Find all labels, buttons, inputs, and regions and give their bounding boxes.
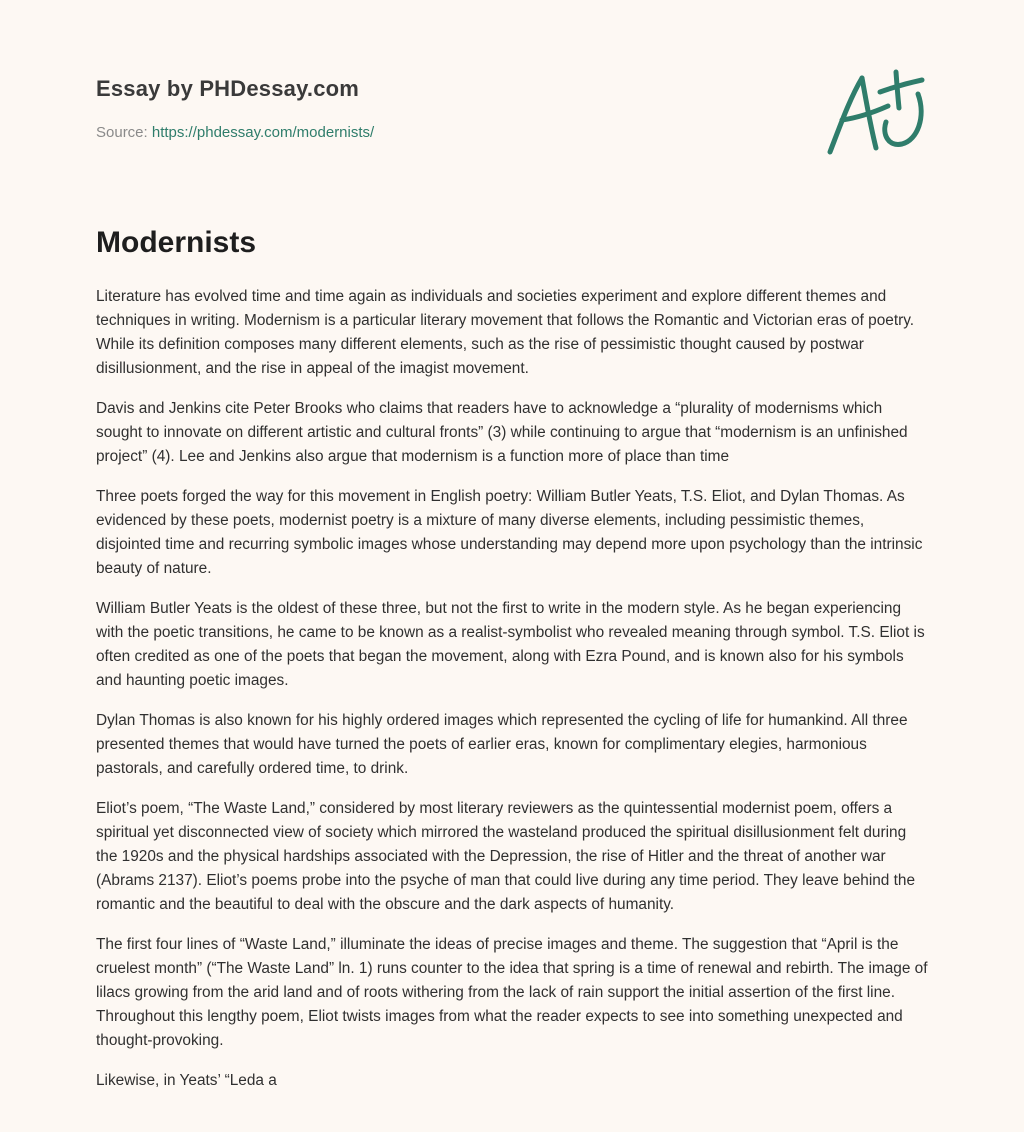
essay-paragraph: William Butler Yeats is the oldest of these three, but not the first to write in the modern style. As he began experiencing with the poetic transitions, he came to be known as a realist-symbolist who revealed meaning through symbol. T.S. Eliot is often credited as one of the poets that began the movement, along with Ezra Pound, and is known also for his symbols and haunting poetic images. bbox=[96, 600, 925, 689]
essay-title: Modernists bbox=[96, 226, 257, 259]
essay-paragraph: The first four lines of “Waste Land,” illuminate the ideas of precise images and theme. The suggestion that “April is the cruelest month” (“The Waste Land” ln. 1) runs counter to the idea that spring is a time of renewal and rebirth. The image of lilacs growing from the arid land and of roots withering from the lack of rain support the initial assertion of the first line. Throughout this lengthy poem, Eliot twists images from what the reader expects to see into something unexpected and thought-provoking. bbox=[96, 936, 928, 1049]
essay-paragraph: Literature has evolved time and time again as individuals and societies experiment and explore different themes and techniques in writing. Modernism is a particular literary movement that follows the Romantic and Victorian eras of poetry. While its definition composes many different elements, such as the rise of pessimistic thought caused by postwar disillusionment, and the rise in appeal of the imagist movement. bbox=[96, 288, 915, 377]
a-plus-logo-icon bbox=[822, 68, 926, 164]
essay-paragraph: Likewise, in Yeats’ “Leda a bbox=[96, 1072, 277, 1089]
source-line bbox=[96, 124, 374, 141]
essay-paragraph: Dylan Thomas is also known for his highly ordered images which represented the cycling of life for humankind. All three presented themes that would have turned the poets of earlier eras, known for complimentary elegies, harmonious pastorals, and carefully ordered time, to drink. bbox=[96, 712, 908, 777]
essay-paragraph: Eliot’s poem, “The Waste Land,” considered by most literary reviewers as the quintessential modernist poem, offers a spiritual yet disconnected view of society which mirrored the wasteland produced the spiritual disillusionment felt during the 1920s and the physical hardships associated with the Depression, the rise of Hitler and the threat of another war (Abrams 2137). Eliot’s poems probe into the psyche of man that could live during any time period. They leave behind the romantic and the beautiful to deal with the obscure and the dark aspects of humanity. bbox=[96, 800, 916, 913]
site-title: Essay by PHDessay.com bbox=[96, 76, 360, 101]
essay-paragraph: Davis and Jenkins cite Peter Brooks who claims that readers have to acknowledge a “plurality of modernisms which sought to innovate on different artistic and cultural fronts” (3) while continuing to argue that “modernism is an unfinished project” (4). Lee and Jenkins also argue that modernism is a function more of place than time bbox=[96, 400, 908, 465]
source-link[interactable]: https://phdessay.com/modernists/ bbox=[151, 124, 375, 141]
page-header bbox=[96, 74, 928, 174]
essay-paragraph: Three poets forged the way for this movement in English poetry: William Butler Yeats, T.S. Eliot, and Dylan Thomas. As evidenced by these poets, modernist poetry is a mixture of many diverse elements, including pessimistic themes, disjointed time and recurring symbolic images whose understanding may depend more upon psychology than the intrinsic beauty of nature. bbox=[96, 488, 923, 577]
source-label: Source: bbox=[96, 124, 152, 141]
essay-body bbox=[96, 285, 930, 1109]
